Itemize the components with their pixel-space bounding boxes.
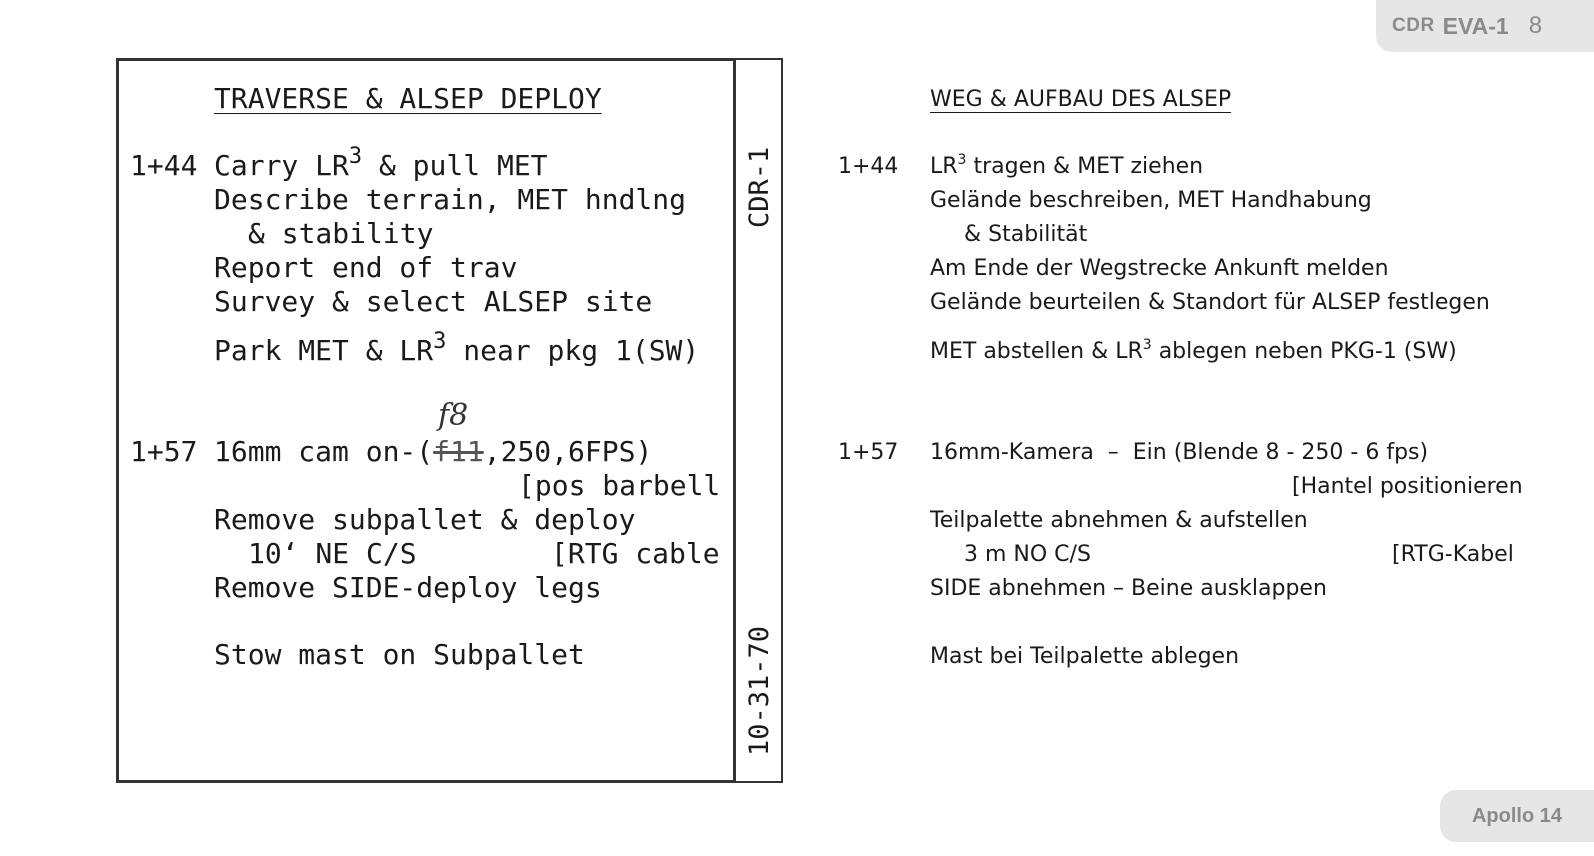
card-line-2: Describe terrain, MET hndlng: [214, 183, 687, 216]
german-line-7: 16mm-Kamera – Ein (Blende 8 - 250 - 6 fps): [930, 440, 1429, 465]
card-line-12: Stow mast on Subpallet: [214, 638, 585, 671]
german-line-4: Am Ende der Wegstrecke Ankunft melden: [930, 256, 1389, 281]
mission-label: Apollo 14: [1471, 804, 1562, 827]
card-line-7: 16mm cam on-(f11,250,6FPS): [214, 435, 653, 468]
mission-footer-tab: [1440, 790, 1594, 842]
german-line-9: Teilpalette abnehmen & aufstellen: [930, 508, 1308, 533]
time-mark-2: 1+57: [130, 435, 198, 468]
card-line-8: [pos barbell: [518, 469, 721, 502]
german-time-mark-1: 1+44: [838, 154, 899, 179]
page-header-tab: [1376, 0, 1594, 52]
german-line-2: Gelände beschreiben, MET Handhabung: [930, 188, 1372, 213]
german-title: WEG & AUFBAU DES ALSEP: [930, 87, 1232, 112]
card-line-4: Report end of trav: [214, 251, 518, 284]
card-line-6: Park MET & $LR^3$ near pkg 1(SW): [214, 329, 700, 367]
side-label-cdr: CDR-1: [744, 146, 775, 228]
german-line-10a: 3 m NO C/S: [964, 542, 1091, 567]
card-title: TRAVERSE & ALSEP DEPLOY: [214, 82, 602, 115]
german-line-5: Gelände beurteilen & Standort für ALSEP festlegen: [930, 290, 1490, 315]
german-line-11: SIDE abnehmen – Beine ausklappen: [930, 576, 1327, 601]
struck-f11: f11: [433, 435, 484, 468]
page-number: 8: [1528, 12, 1543, 39]
german-line-1: $LR^3$ tragen & MET ziehen: [930, 152, 1204, 179]
eva-label: EVA-1: [1442, 12, 1509, 39]
german-line-8: [Hantel positionieren: [1292, 474, 1523, 499]
card-line-10b: [RTG cable: [551, 537, 720, 570]
german-line-10b: [RTG-Kabel: [1392, 542, 1514, 567]
time-mark-1: 1+44: [130, 149, 198, 182]
card-line-9: Remove subpallet & deploy: [214, 503, 636, 536]
german-line-3: & Stabilität: [964, 222, 1088, 247]
german-line-6: MET abstellen & $LR^3$ ablegen neben PKG-1 (SW): [930, 337, 1457, 364]
card-line-10a: 10‘ NE C/S: [248, 537, 417, 570]
card-line-3: & stability: [248, 217, 434, 250]
card-line-5: Survey & select ALSEP site: [214, 285, 653, 318]
card-line-1: Carry $LR^3$ & pull MET: [214, 144, 548, 182]
side-label-date: 10-31-70: [744, 625, 775, 756]
german-line-12: Mast bei Teilpalette ablegen: [930, 644, 1240, 669]
handwritten-f8-annotation: f8: [438, 398, 469, 433]
crew-role: CDR: [1392, 15, 1435, 36]
german-time-mark-2: 1+57: [838, 440, 899, 465]
card-line-11: Remove SIDE-deploy legs: [214, 571, 602, 604]
